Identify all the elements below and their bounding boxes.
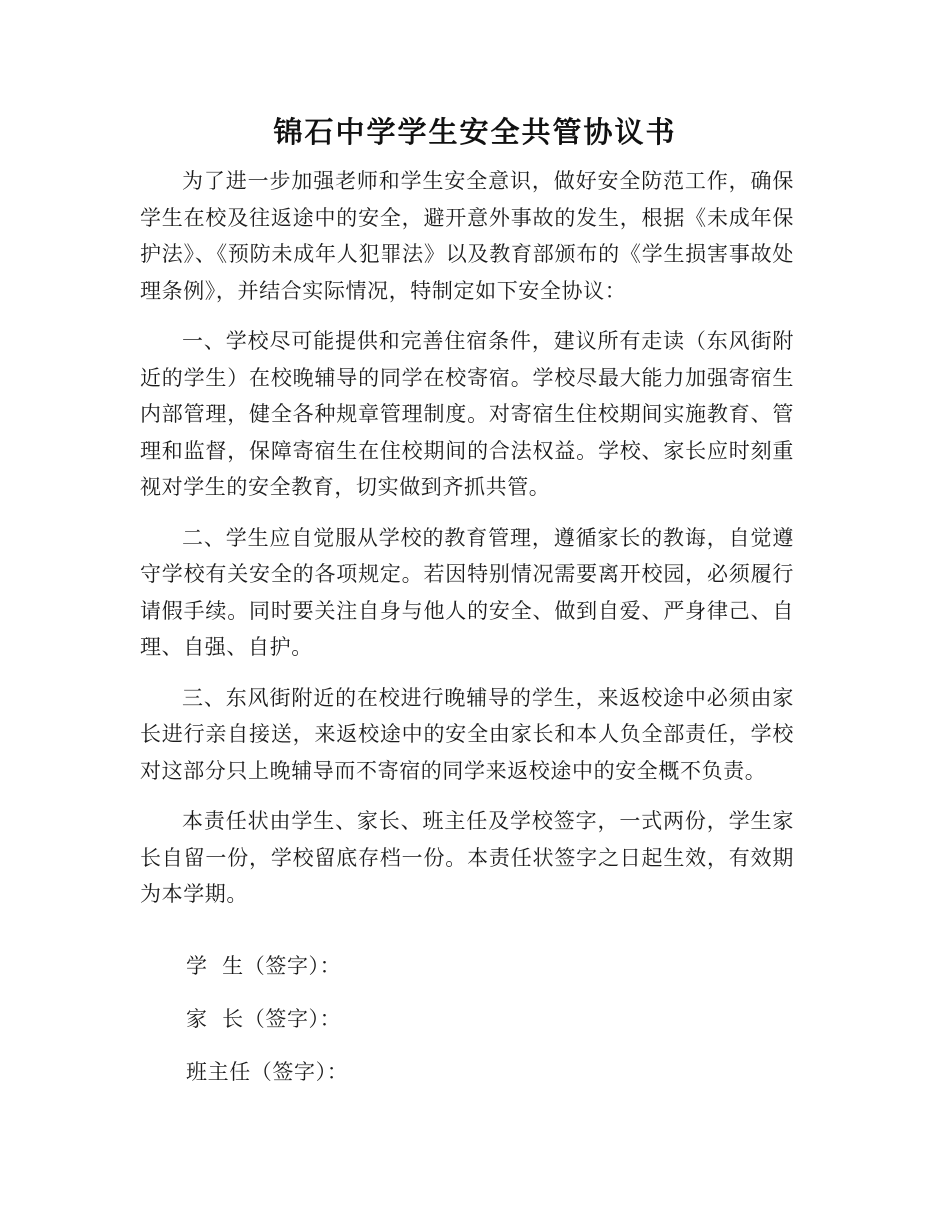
intro-paragraph: 为了进一步加强老师和学生安全意识，做好安全防范工作，确保学生在校及往返途中的安全，避开意外事故的发生，根据《未成年保护法》、《预防未成年人犯罪法》以及教育部颁布的《学生损害事故处理条例》，并结合实际情况，特制定如下安全协议： (140, 169, 794, 303)
signature-block (186, 948, 348, 1107)
student-signature-line: 学 生（签字）： (186, 954, 342, 978)
teacher-signature-line: 班主任（签字）： (186, 1060, 349, 1084)
clause-one-paragraph: 一、学校尽可能提供和完善住宿条件，建议所有走读（东风街附近的学生）在校晚辅导的同学在校寄宿。学校尽最大能力加强寄宿生内部管理，健全各种规章管理制度。对寄宿生住校期间实施教育、管理和监督，保障寄宿生在住校期间的合法权益。学校、家长应时刻重视对学生的安全教育，切实做到齐抓共管。 (140, 329, 794, 499)
document-body (140, 163, 794, 927)
clause-three-paragraph: 三、东风街附近的在校进行晚辅导的学生，来返校途中必须由家长进行亲自接送，来返校途中的安全由家长和本人负全部责任，学校对这部分只上晚辅导而不寄宿的同学来返校途中的安全概不负责。 (140, 685, 794, 783)
clause-two-paragraph: 二、学生应自觉服从学校的教育管理，遵循家长的教诲，自觉遵守学校有关安全的各项规定。若因特别情况需要离开校园，必须履行请假手续。同时要关注自身与他人的安全、做到自爱、严身律己、自理、自强、自护。 (140, 525, 794, 659)
validity-paragraph: 本责任状由学生、家长、班主任及学校签字，一式两份，学生家长自留一份，学校留底存档一份。本责任状签字之日起生效，有效期为本学期。 (140, 809, 794, 906)
document-title: 锦石中学学生安全共管协议书 (273, 115, 677, 149)
parent-signature-line: 家 长（签字）： (186, 1007, 342, 1031)
